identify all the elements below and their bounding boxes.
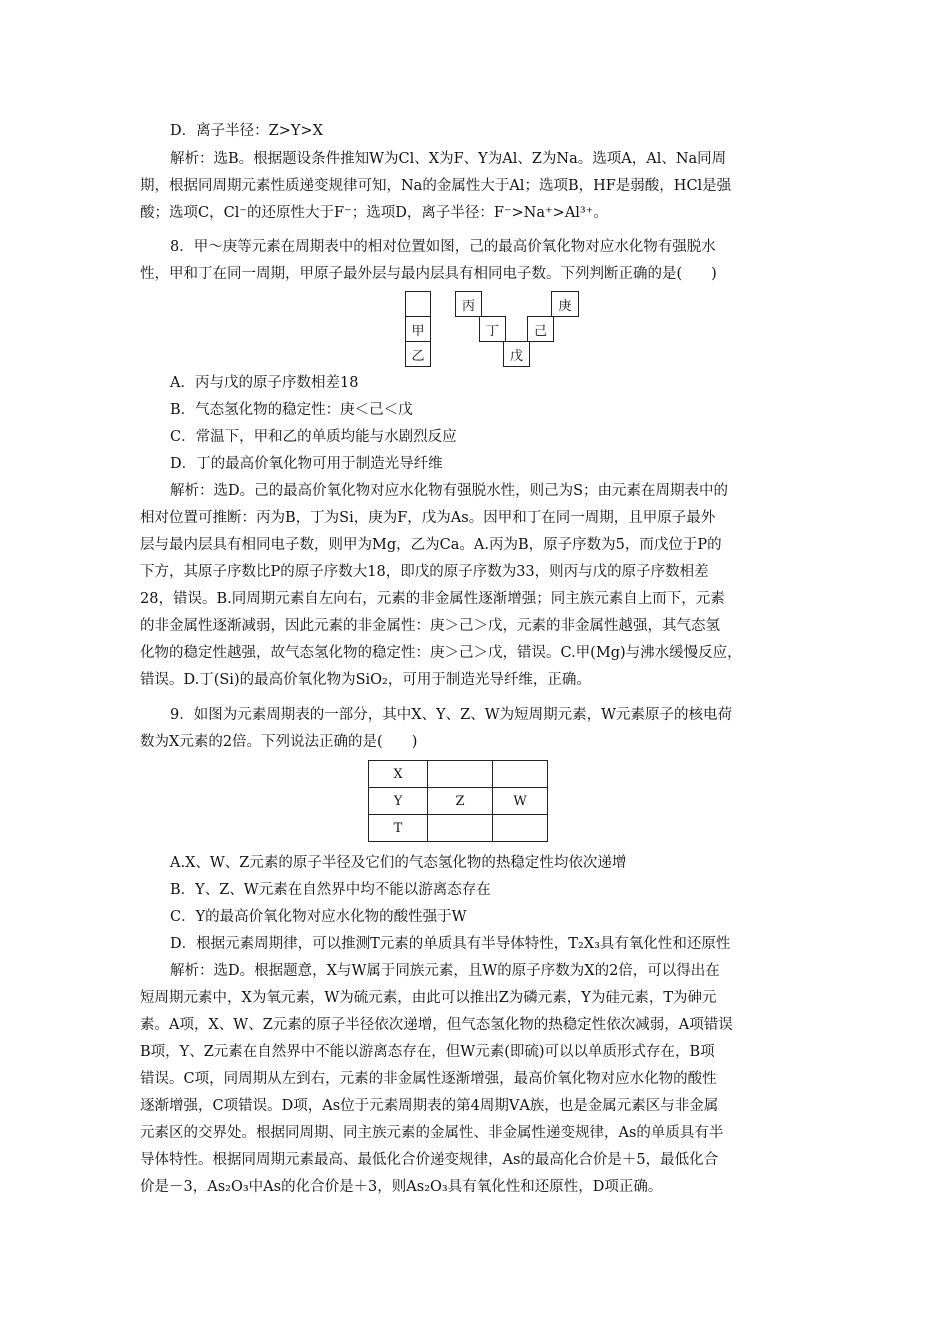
- q9-option: C．Y的最高价氧化物对应水化物的酸性强于W: [170, 909, 467, 925]
- q8-analysis-line: 错误。D.丁(Si)的最高价氧化物为SiO₂，可用于制造光导纤维，正确。: [140, 672, 591, 688]
- q9-cell: [428, 761, 493, 788]
- q9-option: D．根据元素周期律，可以推测T元素的单质具有半导体特性，T₂X₃具有氧化性和还原性: [170, 936, 731, 952]
- q9-analysis-line: 素。A项，X、W、Z元素的原子半径依次递增，但气态氢化物的热稳定性依次减弱，A项错误: [140, 1017, 733, 1033]
- table-row: [369, 788, 548, 815]
- q9-cell: X: [369, 761, 428, 788]
- q8-option: D．丁的最高价氧化物可用于制造光导纤维: [170, 456, 443, 472]
- q8-analysis-line: 的非金属性逐渐减弱，因此元素的非金属性：庚＞己＞戊，元素的非金属性越强，其气态氢: [140, 618, 720, 634]
- q9-analysis-line: 导体特性。根据同周期元素最高、最低化合价递变规律，As的最高化合价是＋5，最低化合: [140, 1152, 719, 1168]
- table-row: [369, 815, 548, 842]
- q9-cell: [428, 815, 493, 842]
- q9-cell: Z: [428, 788, 493, 815]
- q8-analysis-line: 相对位置可推断：丙为B，丁为Si，庚为F，戊为As。因甲和丁在同一周期，且甲原子最外: [140, 510, 716, 526]
- q9-stem-line: 数为X元素的2倍。下列说法正确的是( ): [140, 734, 418, 750]
- q9-analysis-line: 解析：选D。根据题意，X与W属于同族元素，且W的原子序数为X的2倍，可以得出在: [170, 963, 720, 979]
- q8-option: A．丙与戊的原子序数相差18: [170, 375, 359, 391]
- q8-cell-ding: 丁: [479, 316, 506, 342]
- q8-analysis-line: 解析：选D。己的最高价氧化物对应水化物有强脱水性，则己为S；由元素在周期表中的: [170, 483, 729, 499]
- q7-analysis-line: 解析：选B。根据题设条件推知W为Cl、X为F、Y为Al、Z为Na。选项A，Al、Na同周: [170, 151, 727, 167]
- q8-analysis-line: 化物的稳定性越强，故气态氢化物的稳定性：庚＞己＞戊，错误。C.甲(Mg)与沸水缓慢反应，: [140, 645, 742, 661]
- q9-cell: Y: [369, 788, 428, 815]
- q8-option: C．常温下，甲和乙的单质均能与水剧烈反应: [170, 429, 457, 445]
- q9-stem-line: 9．如图为元素周期表的一部分，其中X、Y、Z、W为短周期元素，W元素原子的核电荷: [170, 707, 732, 723]
- q9-analysis-line: 逐渐增强，C项错误。D项，As位于元素周期表的第4周期ⅤA族，也是金属元素区与非金属: [140, 1098, 719, 1114]
- q8-cell-yi: 乙: [405, 341, 431, 367]
- q9-analysis-line: 元素区的交界处。根据同周期、同主族元素的金属性、非金属性递变规律，As的单质具有半: [140, 1125, 724, 1141]
- q9-analysis-line: B项，Y、Z元素在自然界中不能以游离态存在，但W元素(即硫)可以以单质形式存在，B项: [140, 1044, 715, 1060]
- q7-analysis-line: 期，根据同周期元素性质递变规律可知，Na的金属性大于Al；选项B，HF是弱酸，HCl是强: [140, 178, 732, 194]
- q9-analysis-line: 短周期元素中，X为氧元素，W为硫元素，由此可以推出Z为磷元素，Y为硅元素，T为砷元: [140, 990, 717, 1006]
- q9-cell: [493, 761, 548, 788]
- q8-cell-bing: 丙: [455, 291, 482, 317]
- q8-option: B．气态氢化物的稳定性：庚＜己＜戊: [170, 402, 413, 418]
- q8-cell-ji: 己: [527, 316, 554, 342]
- q9-analysis-line: 价是－3，As₂O₃中As的化合价是＋3，则As₂O₃具有氧化性和还原性，D项正确。: [140, 1179, 663, 1195]
- q9-cell: W: [493, 788, 548, 815]
- q8-analysis-line: 层与最内层具有相同电子数，则甲为Mg，乙为Ca。A.丙为B，原子序数为5，而戊位于P的: [140, 537, 722, 553]
- q8-analysis-line: 下方，其原子序数比P的原子序数大18，即戊的原子序数为33，则丙与戊的原子序数相差: [140, 564, 709, 580]
- q8-cell-wu: 戊: [503, 341, 530, 367]
- q8-cell-jia: 甲: [405, 316, 431, 342]
- q8-stem-line: 8．甲～庚等元素在周期表中的相对位置如图，己的最高价氧化物对应水化物有强脱水: [170, 239, 716, 255]
- q8-cell-geng: 庚: [551, 291, 579, 317]
- q9-periodic-table: [368, 760, 548, 842]
- table-row: [369, 761, 548, 788]
- q8-stem-line: 性，甲和丁在同一周期，甲原子最外层与最内层具有相同电子数。下列判断正确的是( ): [140, 266, 717, 282]
- q7-option-d: D．离子半径：Z>Y>X: [170, 123, 323, 139]
- q8-analysis-line: 28，错误。B.同周期元素自左向右，元素的非金属性逐渐增强；同主族元素自上而下，元素: [140, 591, 725, 607]
- q9-cell: [493, 815, 548, 842]
- q8-cell-empty: [405, 291, 431, 317]
- q9-option: B．Y、Z、W元素在自然界中均不能以游离态存在: [170, 882, 491, 898]
- q7-analysis-line: 酸；选项C，Cl⁻的还原性大于F⁻；选项D，离子半径：F⁻>Na⁺>Al³⁺。: [140, 205, 608, 221]
- q9-option: A.X、W、Z元素的原子半径及它们的气态氢化物的热稳定性均依次递增: [170, 855, 627, 871]
- q9-analysis-line: 错误。C项，同周期从左到右，元素的非金属性逐渐增强，最高价氧化物对应水化物的酸性: [140, 1071, 717, 1087]
- q9-cell: T: [369, 815, 428, 842]
